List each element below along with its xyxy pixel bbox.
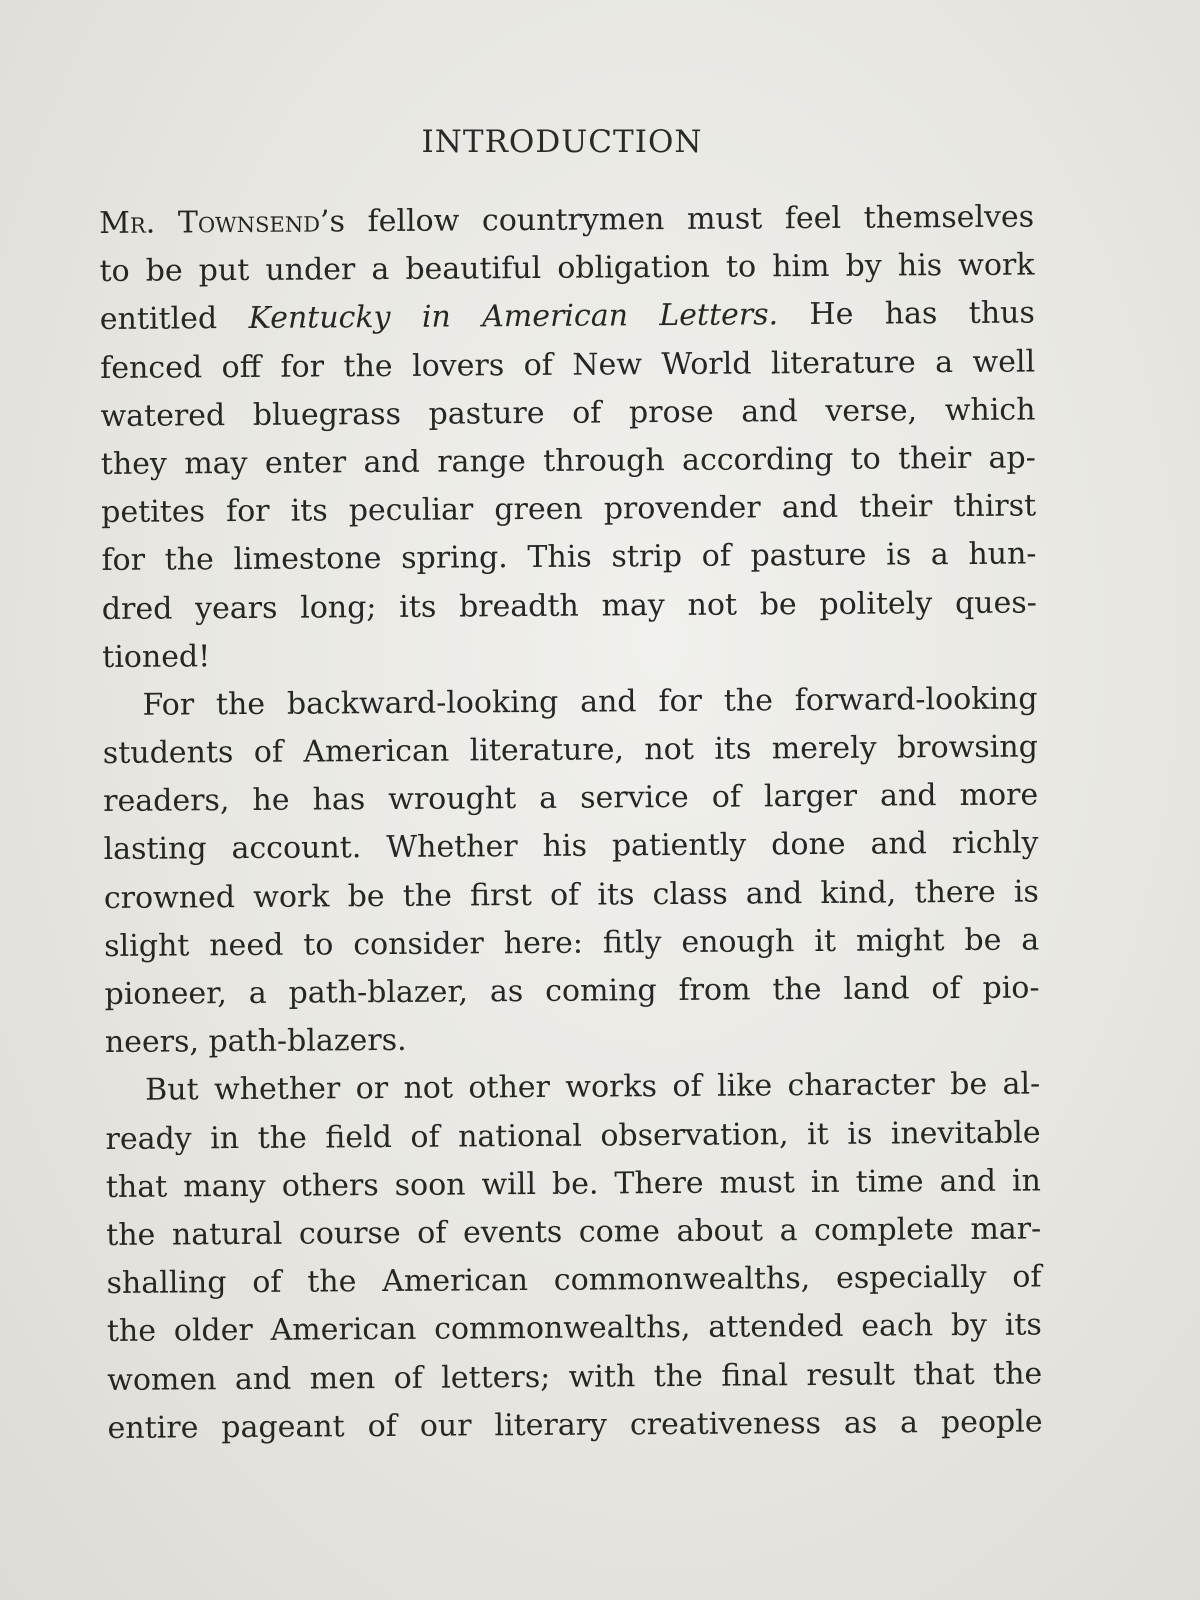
text-line: tioned!: [102, 638, 211, 675]
text-line: watered bluegrass pasture of prose and verse, which: [100, 392, 1036, 434]
paragraph-3: [105, 1061, 1043, 1453]
text-line: readers, he has wrought a service of larger and more: [103, 777, 1039, 820]
text-line: Mr. Townsend’s fellow countrymen must feel themselves: [99, 199, 1035, 241]
text-line: students of American literature, not its merely browsing: [102, 729, 1038, 772]
text-line: the older American commonwealths, attended each by its: [106, 1307, 1043, 1350]
text-line: dred years long; its breadth may not be politely ques-: [101, 584, 1037, 627]
text-line: for the limestone spring. This strip of pasture is a hun-: [101, 536, 1037, 579]
text-line: crowned work be the first of its class and kind, there is: [103, 874, 1039, 916]
text-line: For the backward-looking and for the forward-looking: [142, 681, 1038, 723]
text-line: neers, path-blazers.: [104, 1023, 407, 1061]
text-line: slight need to consider here: fitly enough it might be a: [104, 922, 1040, 964]
text-line: lasting account. Whether his patiently done and richly: [103, 825, 1039, 868]
text-line: to be put under a beautiful obligation to him by his work: [99, 247, 1035, 290]
body-text: [99, 193, 1043, 1452]
text-line: the natural course of events come about a complete mar-: [106, 1211, 1042, 1253]
text-line: that many others soon will be. There must in time and in: [105, 1163, 1041, 1205]
text-line: entire pageant of our literary creativeness as a people: [107, 1404, 1043, 1446]
paragraph-2: [102, 675, 1040, 1067]
text-line: ready in the field of national observation, it is inevitable: [105, 1115, 1041, 1157]
text-line: women and men of letters; with the final result that the: [107, 1355, 1043, 1398]
text-line: pioneer, a path-blazer, as coming from the land of pio-: [104, 970, 1040, 1012]
text-line: But whether or not other works of like character be al-: [145, 1066, 1041, 1109]
author-name: Mr. Townsend: [99, 204, 321, 241]
text-line: entitled Kentucky in American Letters. He has thus: [99, 295, 1035, 338]
book-title: Kentucky in American Letters.: [248, 297, 779, 337]
text-line: fenced off for the lovers of New World literature a well: [100, 344, 1036, 386]
text-line: petites for its peculiar green provender and their thirst: [101, 488, 1037, 531]
page-heading: INTRODUCTION: [421, 124, 703, 160]
text-line: shalling of the American commonwealths, especially of: [106, 1259, 1042, 1302]
paragraph-1: [99, 193, 1037, 681]
text-line: they may enter and range through according to their ap-: [100, 440, 1036, 482]
